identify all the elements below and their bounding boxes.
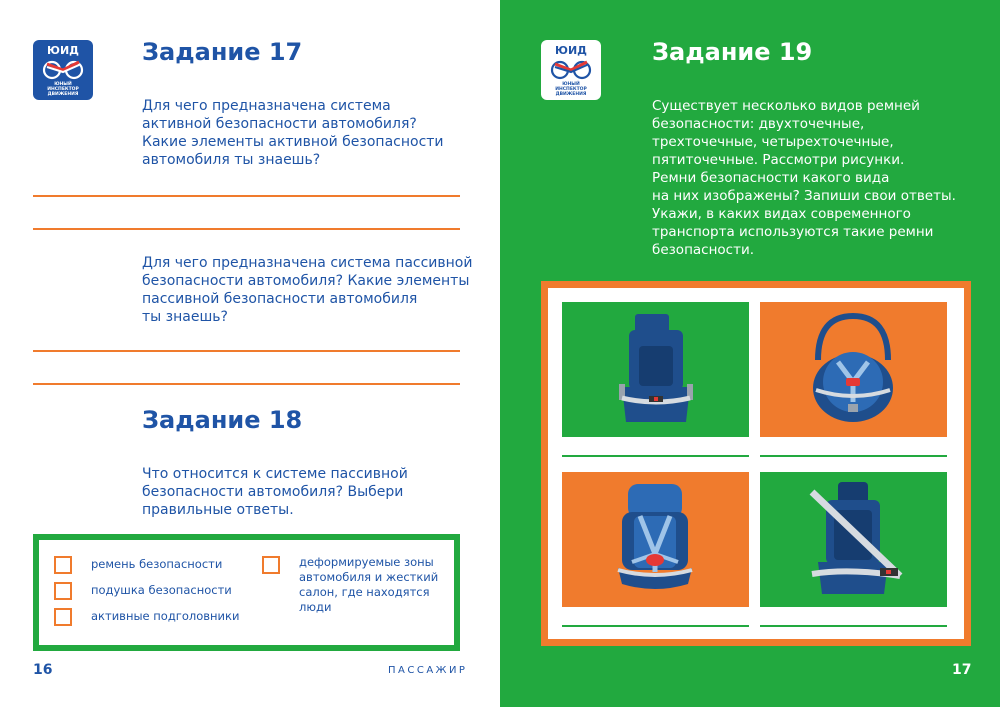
section-name: ПАССАЖИР <box>388 665 468 676</box>
image-child-seat-five-point <box>562 472 749 607</box>
answer-line[interactable] <box>33 195 460 197</box>
seat-three-point-belt-icon <box>760 472 947 607</box>
option-label: деформируемые зоны автомобиля и жесткий салон, где находятся люди <box>299 555 439 614</box>
infinity-bike-icon <box>549 58 593 80</box>
option-label: ремень безопасности <box>91 557 223 571</box>
image-infant-carrier <box>760 302 947 437</box>
task-18-question: Что относится к системе пассивной безопасности автомобиля? Выбери правильные ответы. <box>142 466 408 518</box>
task-19-title: Задание 19 <box>652 38 813 66</box>
page-number: 16 <box>33 662 53 678</box>
answer-line[interactable] <box>562 625 749 627</box>
right-page <box>500 0 1000 707</box>
infant-carrier-icon <box>760 302 947 437</box>
answer-line[interactable] <box>760 455 947 457</box>
seat-two-point-belt-icon <box>562 302 749 437</box>
option-checkbox[interactable] <box>262 556 280 574</box>
answer-line[interactable] <box>33 228 460 230</box>
answer-line[interactable] <box>33 383 460 385</box>
answer-line[interactable] <box>562 455 749 457</box>
task-17-question-1: Для чего предназначена система активной безопасности автомобиля? Какие элементы активной безопасности автомобиля ты знаешь? <box>142 98 444 168</box>
task-19-text: Существует несколько видов ремней безопасности: двухточечные, трехточечные, четырехточечные, пятиточечные. Рассмотри рисунки. Ремни безопасности какого вида на них изображены? Запиши свои ответы. Укажи, в каких видах современного транспорта используются такие ремни безопасности. <box>652 98 956 258</box>
answer-line[interactable] <box>760 625 947 627</box>
child-seat-five-point-icon <box>562 472 749 607</box>
yuid-logo: ЮИД ЮНЫЙ ИНСПЕКТОР ДВИЖЕНИЯ <box>33 40 93 100</box>
option-label: активные подголовники <box>91 609 240 623</box>
option-label: подушка безопасности <box>91 583 232 597</box>
page-number: 17 <box>952 662 972 678</box>
task-17-question-2: Для чего предназначена система пассивной безопасности автомобиля? Какие элементы пассивной безопасности автомобиля ты знаешь? <box>142 255 473 325</box>
yuid-logo: ЮИД ЮНЫЙ ИНСПЕКТОР ДВИЖЕНИЯ <box>541 40 601 100</box>
task-17-title: Задание 17 <box>142 38 303 66</box>
option-checkbox[interactable] <box>54 556 72 574</box>
task-18-title: Задание 18 <box>142 406 303 434</box>
image-seat-three-point <box>760 472 947 607</box>
option-checkbox[interactable] <box>54 608 72 626</box>
infinity-bike-icon <box>41 58 85 80</box>
option-checkbox[interactable] <box>54 582 72 600</box>
answer-line[interactable] <box>33 350 460 352</box>
image-seat-two-point <box>562 302 749 437</box>
